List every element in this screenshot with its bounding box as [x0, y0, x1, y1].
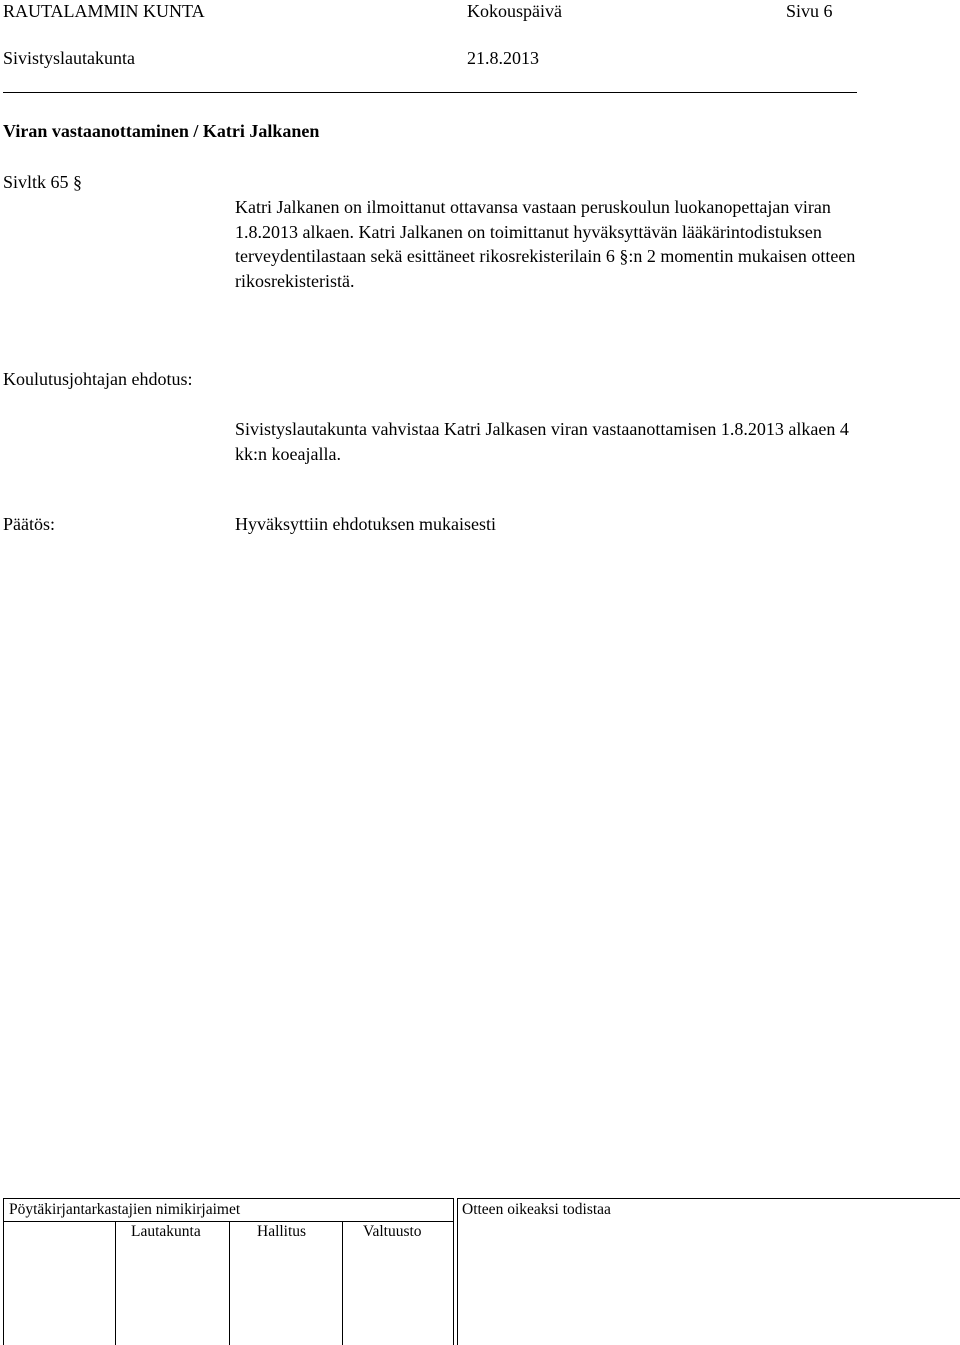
table-column-divider [229, 1221, 230, 1345]
table-border-top-left [3, 1198, 453, 1199]
decision-label: Päätös: [3, 514, 55, 534]
header-divider [3, 92, 857, 93]
proposal-label: Koulutusjohtajan ehdotus: [3, 369, 193, 389]
column-header-board: Lautakunta [131, 1223, 201, 1240]
table-column-divider [457, 1198, 458, 1345]
table-column-divider [115, 1221, 116, 1345]
table-column-divider [453, 1198, 454, 1345]
certified-copy-label: Otteen oikeaksi todistaa [462, 1201, 611, 1218]
body-paragraph: Katri Jalkanen on ilmoittanut ottavansa vastaan peruskoulun luokanopettajan viran 1.8.2013 alkaen. Katri Jalkanen on toimittanut hyväksyttävän lääkärintodistuksen terveydentilastaan sekä esittäneet rikosrekisterilain 6 §:n 2 momentin mukaisen otteen rikosrekisteristä. [235, 197, 856, 291]
section-reference: Sivltk 65 § [3, 172, 83, 192]
document-title: Viran vastaanottaminen / Katri Jalkanen [3, 121, 320, 141]
proposal-text: Sivistyslautakunta vahvistaa Katri Jalkasen viran vastaanottamisen 1.8.2013 alkaen 4 kk:n koeajalla. [235, 419, 849, 464]
signatures-label: Pöytäkirjantarkastajien nimikirjaimet [9, 1201, 241, 1218]
table-border-top-right [457, 1198, 960, 1199]
column-header-executive: Hallitus [257, 1223, 307, 1240]
table-border-middle [3, 1221, 453, 1222]
meeting-date-label: Kokouspäivä [467, 1, 562, 21]
signature-table [3, 1198, 960, 1345]
table-border-left [3, 1198, 4, 1345]
column-header-council: Valtuusto [363, 1223, 422, 1240]
table-column-divider [342, 1221, 343, 1345]
meeting-date: 21.8.2013 [467, 48, 539, 68]
decision-text: Hyväksyttiin ehdotuksen mukaisesti [235, 514, 496, 534]
organization-name: RAUTALAMMIN KUNTA [3, 1, 205, 21]
board-name: Sivistyslautakunta [3, 48, 135, 68]
page-number: Sivu 6 [786, 1, 833, 21]
